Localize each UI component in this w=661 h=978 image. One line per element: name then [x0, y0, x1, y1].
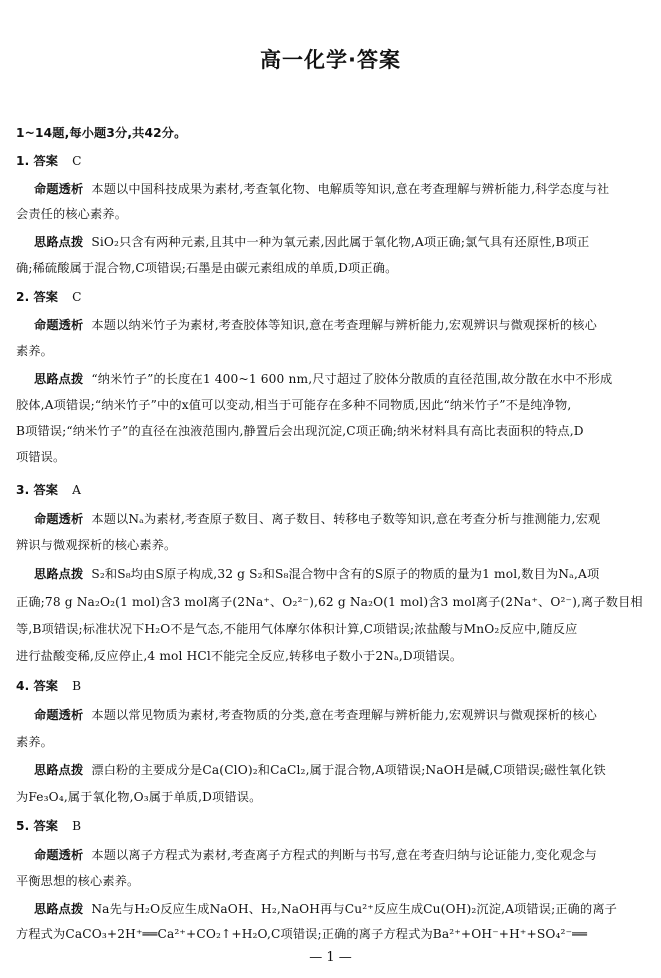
- hint-text-continued: 项错误。: [16, 450, 66, 464]
- hint-text: Na先与H₂O反应生成NaOH、H₂,NaOH再与Cu²⁺反应生成Cu(OH)₂沉淀,A项错误;正确的离子: [91, 902, 618, 916]
- analysis-label: 命题透析: [34, 848, 84, 862]
- analysis-text-continued: 会责任的核心素养。: [16, 207, 128, 221]
- answer-label: 答案: [33, 483, 59, 497]
- answer-label: 答案: [33, 154, 59, 168]
- hint-line: [34, 565, 599, 583]
- answer-heading-5: [16, 817, 81, 835]
- analysis-text: 本题以纳米竹子为素材,考查胶体等知识,意在考查理解与辨析能力,宏观辨识与微观探析的核心: [91, 318, 597, 332]
- answer-heading-2: [16, 288, 82, 306]
- answer-value: B: [72, 679, 82, 693]
- analysis-text-continued: 素养。: [16, 735, 54, 749]
- hint-text-continued: B项错误;“纳米竹子”的直径在浊液范围内,静置后会出现沉淀,C项正确;纳米材料具有高比表面积的特点,D: [16, 424, 584, 438]
- question-number: 2.: [16, 290, 30, 304]
- analysis-label: 命题透析: [34, 318, 84, 332]
- answer-value: C: [72, 290, 82, 304]
- page-title: 高一化学·答案: [260, 48, 401, 72]
- analysis-line: [34, 180, 609, 198]
- hint-label: 思路点拨: [34, 235, 84, 249]
- hint-label: 思路点拨: [34, 567, 84, 581]
- question-number: 4.: [16, 679, 30, 693]
- hint-line: [34, 761, 606, 779]
- analysis-text-continued: 素养。: [16, 344, 54, 358]
- analysis-label: 命题透析: [34, 512, 84, 526]
- hint-text: S₂和S₈均由S原子构成,32 g S₂和S₈混合物中含有的S原子的物质的量为1 mol,数目为Nₐ,A项: [91, 567, 600, 581]
- answer-label: 答案: [33, 679, 59, 693]
- analysis-text: 本题以离子方程式为素材,考查离子方程式的判断与书写,意在考查归纳与论证能力,变化观念与: [91, 848, 597, 862]
- hint-line: [34, 900, 617, 918]
- hint-text: “纳米竹子”的长度在1 400~1 600 nm,尺寸超过了胶体分散质的直径范围,故分散在水中不形成: [91, 372, 613, 386]
- analysis-label: 命题透析: [34, 182, 84, 196]
- answer-value: C: [72, 154, 82, 168]
- answer-heading-1: [16, 152, 82, 170]
- section-intro: [16, 124, 186, 142]
- hint-text-continued: 确;稀硫酸属于混合物,C项错误;石墨是由碳元素组成的单质,D项正确。: [16, 261, 398, 275]
- intro-text: 1~14题,每小题3分,共42分。: [16, 126, 187, 140]
- question-number: 1.: [16, 154, 30, 168]
- page-number: — 1 —: [309, 950, 352, 965]
- answer-label: 答案: [33, 290, 59, 304]
- hint-text-continued: 方程式为CaCO₃+2H⁺══Ca²⁺+CO₂↑+H₂O,C项错误;正确的离子方程式为Ba²⁺+OH⁻+H⁺+SO₄²⁻══: [16, 927, 588, 941]
- analysis-text-continued: 平衡思想的核心素养。: [16, 874, 140, 888]
- answer-heading-3: [16, 481, 81, 499]
- analysis-text: 本题以Nₐ为素材,考查原子数目、离子数目、转移电子数等知识,意在考查分析与推测能力,宏观: [91, 512, 601, 526]
- hint-line: [34, 233, 589, 251]
- hint-text-continued: 进行盐酸变稀,反应停止,4 mol HCl不能完全反应,转移电子数小于2Nₐ,D项错误。: [16, 649, 463, 663]
- analysis-line: [34, 706, 597, 724]
- answer-value: A: [72, 483, 82, 497]
- answer-label: 答案: [33, 819, 59, 833]
- analysis-label: 命题透析: [34, 708, 84, 722]
- answer-value: B: [72, 819, 82, 833]
- hint-text-continued: 胶体,A项错误;“纳米竹子”中的x值可以变动,相当于可能存在多种不同物质,因此“纳米竹子”不是纯净物,: [16, 398, 572, 412]
- hint-label: 思路点拨: [34, 902, 84, 916]
- hint-text-continued: 为Fe₃O₄,属于氧化物,O₃属于单质,D项错误。: [16, 790, 262, 804]
- hint-text-continued: 等,B项错误;标准状况下H₂O不是气态,不能用气体摩尔体积计算,C项错误;浓盐酸与MnO₂反应中,随反应: [16, 622, 578, 636]
- hint-text: SiO₂只含有两种元素,且其中一种为氧元素,因此属于氧化物,A项正确;氯气具有还原性,B项正: [91, 235, 590, 249]
- analysis-text-continued: 辨识与微观探析的核心素养。: [16, 538, 177, 552]
- analysis-text: 本题以中国科技成果为素材,考查氧化物、电解质等知识,意在考查理解与辨析能力,科学态度与社: [91, 182, 610, 196]
- answer-heading-4: [16, 677, 81, 695]
- analysis-line: [34, 846, 597, 864]
- question-number: 5.: [16, 819, 30, 833]
- hint-label: 思路点拨: [34, 372, 84, 386]
- analysis-line: [34, 316, 597, 334]
- analysis-line: [34, 510, 600, 528]
- hint-text-continued: 正确;78 g Na₂O₂(1 mol)含3 mol离子(2Na⁺、O₂²⁻),62 g Na₂O(1 mol)含3 mol离子(2Na⁺、O²⁻),离子数目相: [16, 595, 643, 609]
- hint-line: [34, 370, 612, 388]
- question-number: 3.: [16, 483, 30, 497]
- hint-text: 漂白粉的主要成分是Ca(ClO)₂和CaCl₂,属于混合物,A项错误;NaOH是碱,C项错误;磁性氧化铁: [91, 763, 606, 777]
- hint-label: 思路点拨: [34, 763, 84, 777]
- analysis-text: 本题以常见物质为素材,考查物质的分类,意在考查理解与辨析能力,宏观辨识与微观探析的核心: [91, 708, 597, 722]
